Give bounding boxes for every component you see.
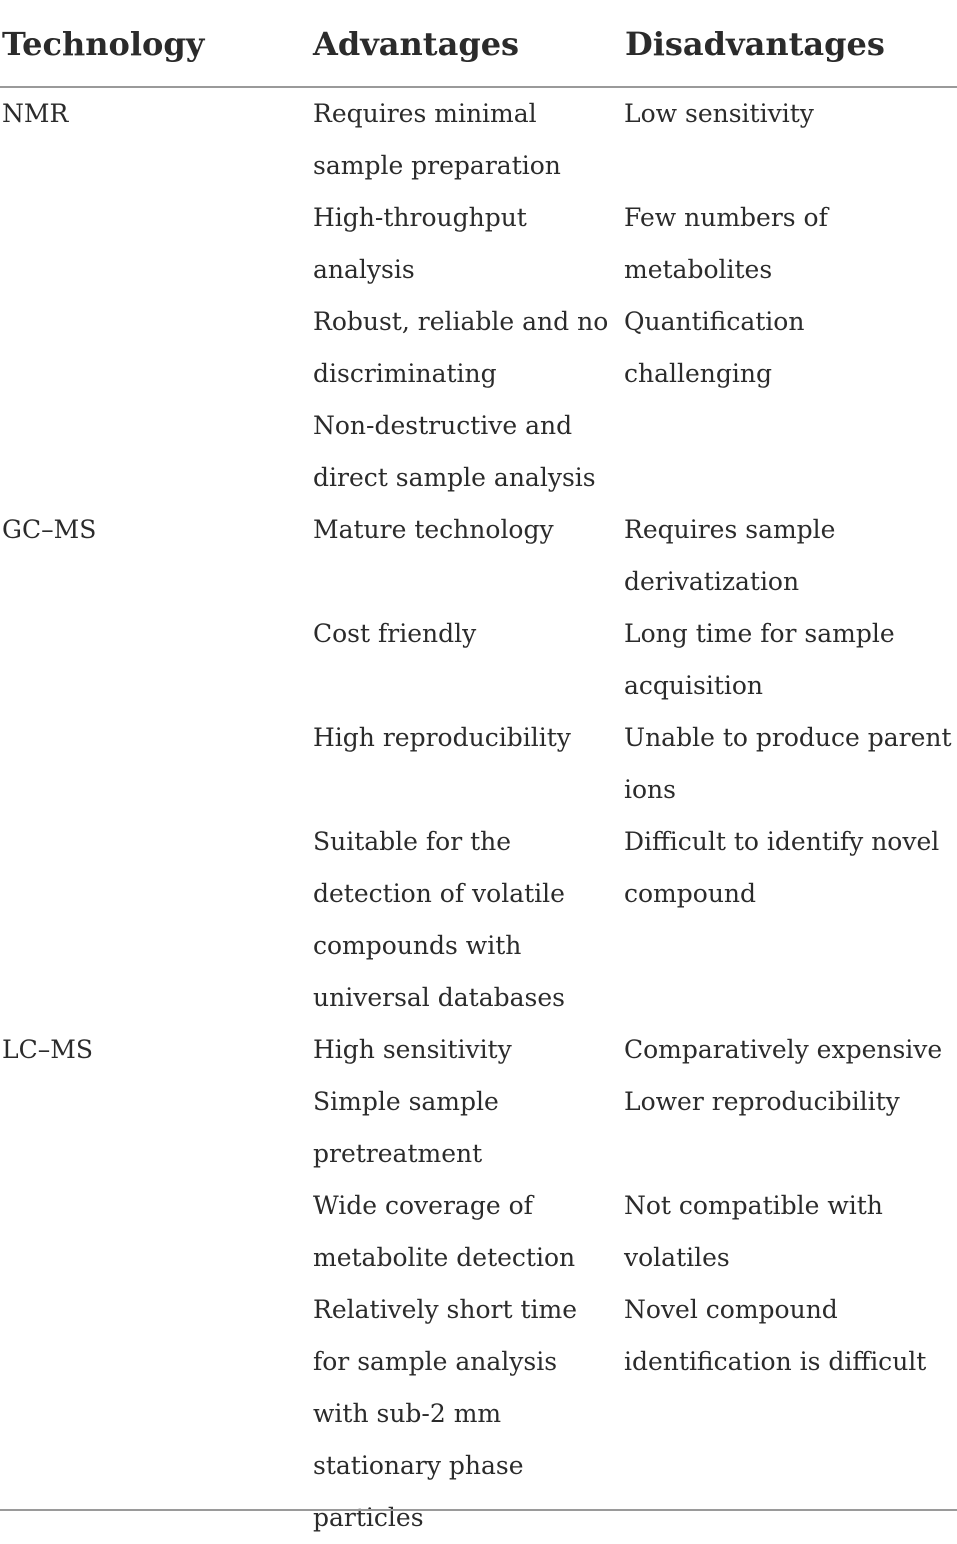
disadvantage-cell: Requires sample derivatization — [624, 515, 836, 596]
header-advantages: Advantages — [313, 25, 520, 63]
advantage-cell: High sensitivity — [313, 1035, 512, 1064]
table-row — [0, 1024, 957, 1076]
table-body — [0, 88, 957, 1544]
header-technology: Technology — [2, 25, 205, 63]
header-disadvantages: Disadvantages — [625, 25, 885, 63]
advantage-cell: Requires minimal sample preparation — [313, 99, 561, 180]
disadvantage-cell: Not compatible with volatiles — [624, 1191, 883, 1272]
table-group-nmr — [0, 88, 957, 504]
disadvantage-cell: Difficult to identify novel compound — [624, 827, 940, 908]
table-row — [0, 608, 957, 712]
disadvantage-cell: Unable to produce parent ions — [624, 723, 952, 804]
advantage-cell: Simple sample pretreatment — [313, 1087, 499, 1168]
table-group-gc-ms — [0, 504, 957, 1024]
table-row — [0, 192, 957, 296]
table-row — [0, 1076, 957, 1180]
technology-cell: GC–MS — [2, 515, 97, 544]
table-group-lc-ms — [0, 1024, 957, 1544]
disadvantage-cell: Novel compound identification is difficult — [624, 1295, 927, 1376]
disadvantage-cell: Comparatively expensive — [624, 1035, 943, 1064]
table-row — [0, 1180, 957, 1284]
advantage-cell: High-throughput analysis — [313, 203, 527, 284]
advantage-cell: Cost friendly — [313, 619, 477, 648]
advantage-cell: Mature technology — [313, 515, 554, 544]
technology-cell: NMR — [2, 99, 69, 128]
technology-cell: LC–MS — [2, 1035, 93, 1064]
table-row — [0, 88, 957, 192]
table-row — [0, 400, 957, 504]
disadvantage-cell: Quantification challenging — [624, 307, 805, 388]
advantage-cell: High reproducibility — [313, 723, 571, 752]
table-row — [0, 1284, 957, 1544]
table-row — [0, 712, 957, 816]
advantage-cell: Relatively short time for sample analysis with sub-2 mm stationary phase particles — [313, 1295, 578, 1532]
advantage-cell: Non-destructive and direct sample analysis — [313, 411, 596, 492]
table-row — [0, 504, 957, 608]
disadvantage-cell: Few numbers of metabolites — [624, 203, 828, 284]
table-row — [0, 296, 957, 400]
advantage-cell: Suitable for the detection of volatile compounds with universal databases — [313, 827, 565, 1012]
bottom-rule — [0, 1509, 957, 1511]
disadvantage-cell — [624, 400, 957, 504]
advantage-cell: Wide coverage of metabolite detection — [313, 1191, 576, 1272]
table-header — [0, 0, 957, 86]
advantage-cell: Robust, reliable and no discriminating — [313, 307, 609, 388]
disadvantage-cell: Long time for sample acquisition — [624, 619, 895, 700]
table-row — [0, 816, 957, 1024]
disadvantage-cell: Low sensitivity — [624, 99, 814, 128]
disadvantage-cell: Lower reproducibility — [624, 1087, 900, 1116]
